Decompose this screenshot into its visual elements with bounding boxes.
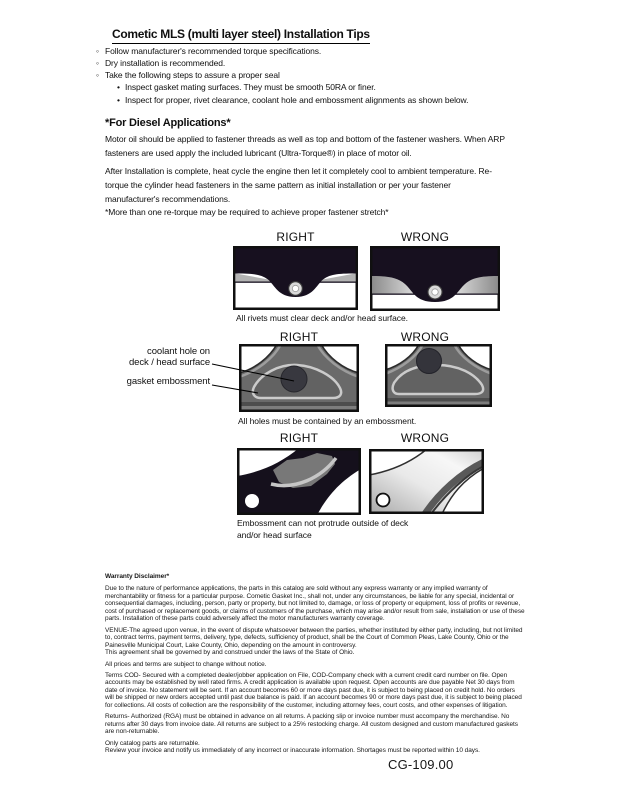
tip-text: Inspect for proper, rivet clearance, coolant hole and embossment alignments as shown below.	[125, 94, 469, 105]
figure3-right-label: RIGHT	[279, 430, 319, 445]
warranty-disclaimer-heading: Warranty Disclaimer*	[105, 573, 170, 580]
figure1-right-label: RIGHT	[276, 230, 315, 244]
embossment-wrong-diagram	[385, 344, 492, 407]
diesel-paragraph-2: After Installation is complete, heat cycle the engine then let it completely cool to ambient temperature. Re-torque the cylinder head fasteners in the same pattern as initial installation or per your fastener manufacturer's recommendations.	[105, 166, 492, 204]
disclaimer-paragraph-returns: Returns- Authorized (RGA) must be obtained in advance on all returns. A packing slip or invoice number must accompany the merchandise. No returns after 30 days from invoice date. All returns are subject to a 25% restocking charge. All custom designed and custom manufactured gaskets are non-returnable.	[105, 713, 518, 736]
circle-bullet-icon: ◦	[96, 57, 99, 68]
list-item	[117, 81, 468, 93]
figure3-wrong-label: WRONG	[400, 430, 450, 445]
rivet-clearance-wrong-diagram	[370, 246, 500, 311]
figure2-right-label: RIGHT	[279, 329, 319, 344]
leader-lines	[208, 353, 308, 401]
figure2-caption: All holes must be contained by an embossment.	[238, 415, 417, 426]
warranty-disclaimer	[105, 573, 525, 759]
tip-text: Follow manufacturer's recommended torque specifications.	[105, 45, 322, 56]
flange-wrong-diagram	[369, 449, 484, 514]
list-item	[96, 69, 468, 81]
rivet-clearance-right-diagram	[233, 246, 358, 310]
tip-text: Dry installation is recommended.	[105, 57, 226, 68]
page-title: Cometic MLS (multi layer steel) Installation Tips	[112, 27, 370, 44]
list-item	[96, 57, 468, 69]
disclaimer-paragraph-prices: All prices and terms are subject to change without notice.	[105, 660, 267, 668]
list-item	[96, 45, 468, 57]
disclaimer-paragraph-review: Review your invoice and notify us immediately of any incorrect or inaccurate information. Shortages must be reported within 10 days.	[105, 747, 480, 755]
disclaimer-paragraph-venue: VENUE-The agreed upon venue, in the event of dispute whatsoever between the parties, whether instituted by either party, including, but not limited to, contract terms, payment terms, delivery, type, defects, sufficiency of product, shall be the Court of Common Pleas, Lake County, Ohio or the Painesville Municipal Court, Lake County, Ohio, depending on the amount in controversy.	[105, 626, 523, 649]
figure1-caption: All rivets must clear deck and/or head surface.	[236, 313, 408, 323]
circle-bullet-icon: ◦	[96, 70, 99, 81]
installation-tips-list	[96, 45, 468, 106]
tip-text: Take the following steps to assure a proper seal	[105, 70, 280, 81]
page-code: CG-109.00	[388, 757, 454, 772]
figure1-wrong-label: WRONG	[400, 230, 450, 244]
figure3-caption: Embossment can not protrude outside of deck and/or head surface	[237, 518, 409, 540]
dot-bullet-icon: •	[117, 94, 120, 105]
diesel-paragraph-3: *More than one re-torque may be required to achieve proper fastener stretch*	[105, 207, 389, 217]
dot-bullet-icon: •	[117, 82, 120, 93]
disclaimer-paragraph-terms: Terms COD- Secured with a completed dealer/jobber application on File, COD-Company check with a current credit card number on file. Open accounts may be established by well rated firms. A credit application is available upon request. Open accounts are due payable Net 30 days from date of invoice. No statement will be sent. If an account becomes 60 or more days past due, it is subject to being placed on credit hold. No orders will be shipped or new orders accepted until past due balance is paid. If an account becomes 90 or more days past due, it is subject to being placed for collections. All costs of collection are the responsibility of the customer, including attorney fees, court costs, and other expenses of litigation.	[105, 671, 522, 709]
figure2-wrong-label: WRONG	[400, 329, 450, 344]
list-item	[117, 94, 468, 106]
disclaimer-paragraph-warranty: Due to the nature of performance applications, the parts in this catalog are sold without any express warranty or any implied warranty of merchantability or fitness for a particular purpose. Cometic Gasket Inc., shall not, under any circumstances, be liable for any special, incidental or consequential damages, including, person, party or property, but not limited to, damage, or loss of property or equipment, loss of profits or revenue, cost of purchased or replacement goods, or claims of customers of the purchase, which may arise and/or result from sale, installation or use of these parts. Installation of these parts could adversely affect the motor manufacturers warranty coverage.	[105, 585, 525, 623]
diesel-applications-heading: *For Diesel Applications*	[105, 117, 231, 129]
tip-text: Inspect gasket mating surfaces. They must be smooth 50RA or finer.	[125, 82, 376, 93]
disclaimer-paragraph-governed: This agreement shall be governed by and construed under the laws of the State of Ohio.	[105, 649, 355, 657]
flange-right-diagram	[237, 448, 361, 515]
circle-bullet-icon: ◦	[96, 45, 99, 56]
gasket-embossment-label: gasket embossment	[126, 375, 210, 387]
disclaimer-paragraph-only: Only catalog parts are returnable.	[105, 739, 200, 747]
diesel-paragraph-1: Motor oil should be applied to fastener threads as well as top and bottom of the fastener washers. When ARP fasteners are used apply the included lubricant (Ultra-Torque®) in place of motor oil.	[105, 134, 505, 158]
coolant-hole-label: coolant hole on deck / head surface	[128, 346, 210, 368]
